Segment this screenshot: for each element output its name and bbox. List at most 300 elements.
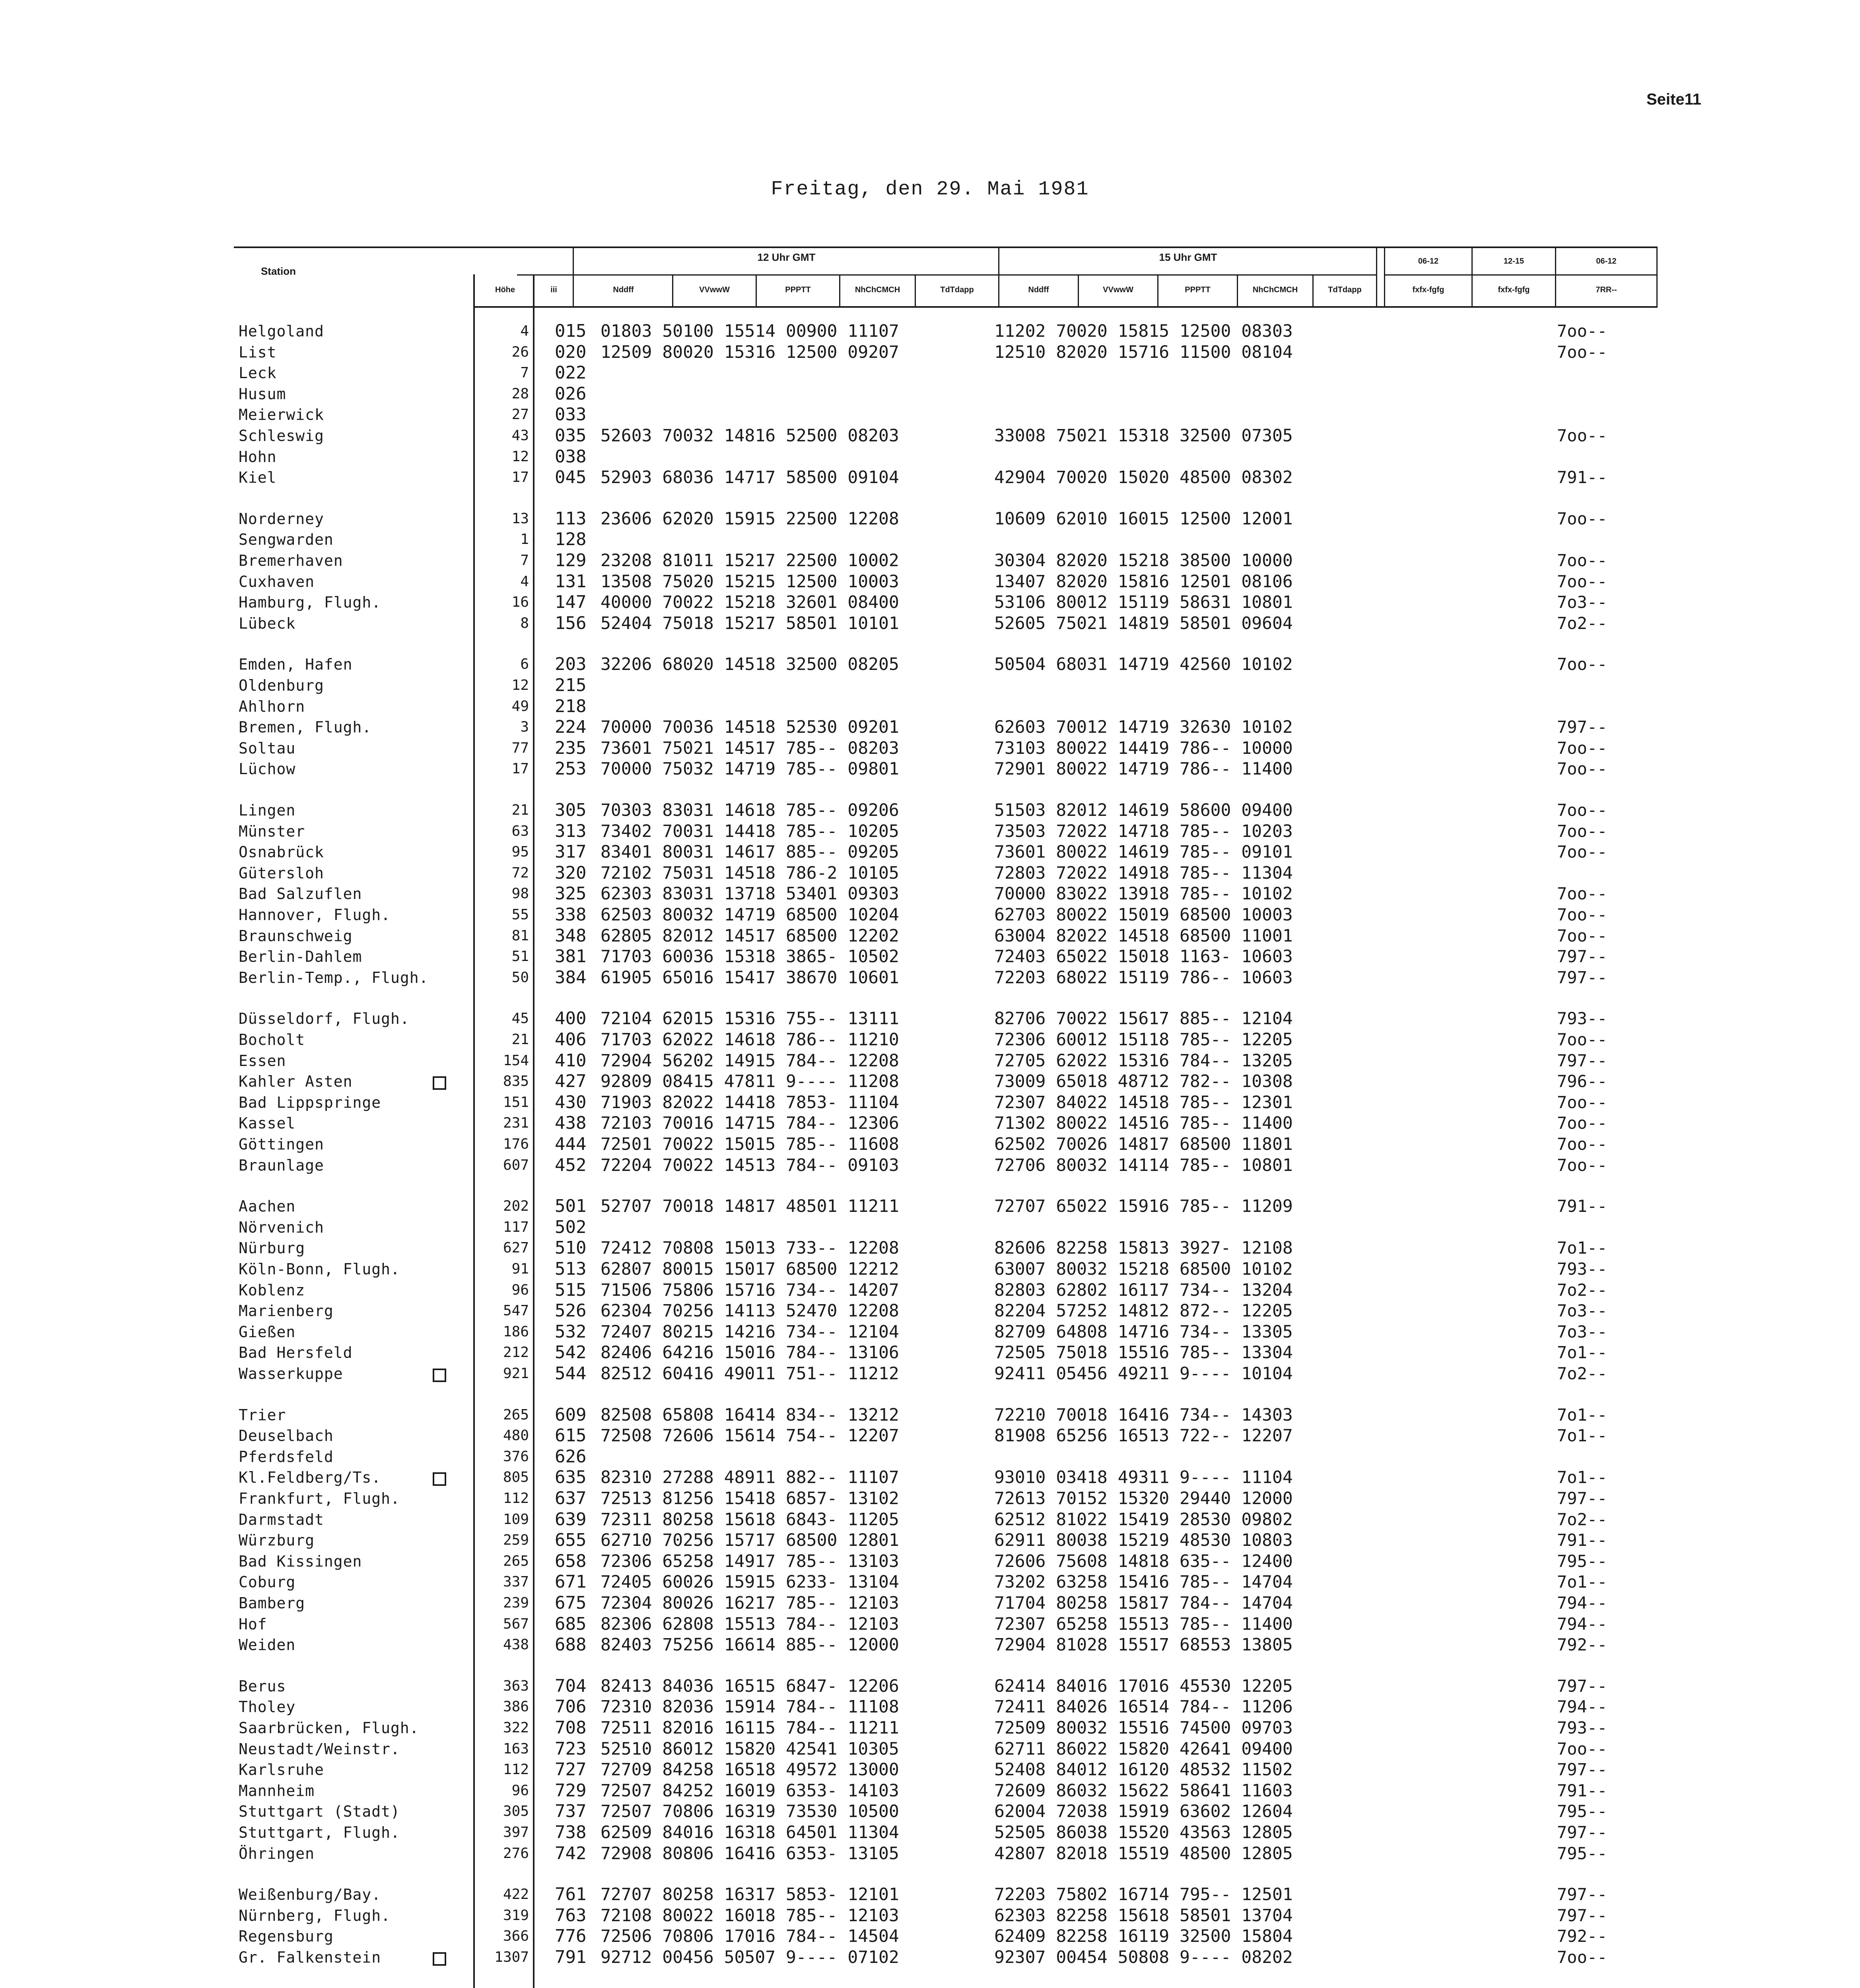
obs-15-gmt: 62004 72038 15919 63602 12604 — [994, 1802, 1293, 1822]
precip-06-12: 791-- — [1557, 1196, 1607, 1216]
station-id: 384 — [555, 967, 587, 988]
obs-12-gmt: 72908 80806 16416 6353- 13105 — [601, 1843, 899, 1864]
station-name: Lingen — [239, 802, 296, 819]
obs-15-gmt: 71302 80022 14516 785-- 11400 — [994, 1113, 1293, 1134]
station-height: 265 — [503, 1406, 529, 1423]
station-id: 022 — [555, 363, 587, 383]
station-id: 203 — [555, 654, 587, 675]
station-height: 112 — [503, 1761, 529, 1778]
obs-12-gmt: 72513 81256 15418 6857- 13102 — [601, 1489, 899, 1508]
obs-12-gmt: 62805 82012 14517 68500 12202 — [601, 926, 899, 946]
obs-12-gmt: 62807 80015 15017 68500 12212 — [601, 1259, 899, 1279]
obs-15-gmt: 72307 84022 14518 785-- 12301 — [994, 1092, 1293, 1112]
obs-12-gmt: 12509 80020 15316 12500 09207 — [601, 342, 899, 362]
obs-15-gmt: 42904 70020 15020 48500 08302 — [994, 468, 1293, 488]
header-extra-top-2: 12-15 — [1503, 257, 1524, 266]
station-height: 16 — [511, 594, 529, 611]
precip-06-12: 7oo-- — [1557, 551, 1607, 570]
station-id: 542 — [555, 1342, 587, 1363]
station-height: 363 — [503, 1677, 529, 1694]
obs-15-gmt: 63004 82022 14518 68500 11001 — [994, 926, 1293, 946]
station-id: 035 — [555, 425, 587, 446]
station-name: Kl.Feldberg/Ts. — [239, 1468, 485, 1487]
station-height: 7 — [520, 365, 529, 381]
station-name: Nörvenich — [239, 1218, 324, 1236]
station-height: 51 — [511, 948, 529, 965]
header-extra-top-3: 06-12 — [1596, 257, 1617, 266]
station-name: List — [239, 343, 277, 361]
station-name: Lübeck — [239, 614, 296, 632]
station-id: 038 — [555, 446, 587, 467]
obs-15-gmt: 73503 72022 14718 785-- 10203 — [994, 821, 1293, 841]
station-height: 21 — [511, 1031, 529, 1048]
station-height: 28 — [511, 385, 529, 402]
precip-06-12: 791-- — [1557, 1780, 1607, 1800]
obs-12-gmt: 72507 70806 16319 73530 10500 — [601, 1802, 899, 1822]
station-id: 723 — [555, 1738, 587, 1759]
obs-15-gmt: 72705 62022 15316 784-- 13205 — [994, 1050, 1293, 1071]
obs-15-gmt: 72203 75802 16714 795-- 12501 — [994, 1885, 1293, 1905]
precip-06-12: 7oo-- — [1557, 842, 1607, 862]
obs-15-gmt: 82709 64808 14716 734-- 13305 — [994, 1322, 1293, 1342]
station-height: 77 — [511, 740, 529, 756]
precip-06-12: 7o2-- — [1557, 1364, 1607, 1383]
obs-12-gmt: 72904 56202 14915 784-- 12208 — [601, 1050, 899, 1071]
station-height: 7 — [520, 552, 529, 569]
station-name: Stuttgart, Flugh. — [239, 1824, 400, 1841]
station-id: 708 — [555, 1718, 587, 1738]
precip-06-12: 794-- — [1557, 1614, 1607, 1634]
header-12-col-2: VVwwW — [699, 285, 730, 294]
station-id: 045 — [555, 467, 587, 488]
station-id: 215 — [555, 675, 587, 695]
station-id: 113 — [555, 508, 587, 529]
obs-12-gmt: 82512 60416 49011 751-- 11212 — [601, 1364, 899, 1384]
station-name: Öhringen — [239, 1844, 315, 1862]
obs-12-gmt: 72310 82036 15914 784-- 11108 — [601, 1697, 899, 1717]
station-id: 218 — [555, 696, 587, 716]
obs-15-gmt: 72505 75018 15516 785-- 13304 — [994, 1343, 1293, 1363]
obs-12-gmt: 62710 70256 15717 68500 12801 — [601, 1530, 899, 1551]
station-name: Trier — [239, 1406, 286, 1424]
precip-06-12: 7o2-- — [1557, 613, 1607, 633]
obs-12-gmt: 40000 70022 15218 32601 08400 — [601, 592, 899, 613]
obs-12-gmt: 72506 70806 17016 784-- 14504 — [601, 1926, 899, 1947]
station-height: 72 — [511, 864, 529, 881]
station-id: 317 — [555, 842, 587, 862]
station-height: 98 — [511, 885, 529, 902]
obs-15-gmt: 72210 70018 16416 734-- 14303 — [994, 1405, 1293, 1425]
station-name: Hohn — [239, 448, 277, 466]
station-name: Stuttgart (Stadt) — [239, 1803, 400, 1821]
precip-06-12: 7oo-- — [1557, 926, 1607, 945]
obs-12-gmt: 62509 84016 16318 64501 11304 — [601, 1823, 899, 1842]
station-height: 13 — [511, 510, 529, 527]
station-id: 655 — [555, 1530, 587, 1551]
station-id: 253 — [555, 759, 587, 779]
station-height: 835 — [503, 1073, 529, 1090]
obs-15-gmt: 63007 80032 15218 68500 10102 — [994, 1259, 1293, 1279]
station-name: Gr. Falkenstein — [239, 1947, 485, 1967]
station-id: 776 — [555, 1926, 587, 1947]
station-id: 156 — [555, 613, 587, 633]
precip-06-12: 7oo-- — [1557, 1113, 1607, 1133]
station-height: 921 — [503, 1365, 529, 1382]
station-id: 510 — [555, 1238, 587, 1258]
station-name: Hannover, Flugh. — [239, 906, 391, 924]
station-id: 727 — [555, 1759, 587, 1780]
precip-06-12: 7oo-- — [1557, 759, 1607, 779]
station-height: 337 — [503, 1574, 529, 1590]
precip-06-12: 793-- — [1557, 1259, 1607, 1279]
obs-15-gmt: 82606 82258 15813 3927- 12108 — [994, 1238, 1293, 1258]
station-name: Gütersloh — [239, 864, 324, 882]
station-height: 55 — [511, 907, 529, 923]
station-height: 438 — [503, 1637, 529, 1653]
header-extra-sub-3: 7RR-- — [1596, 285, 1617, 294]
station-id: 400 — [555, 1008, 587, 1029]
obs-15-gmt: 92411 05456 49211 9---- 10104 — [994, 1364, 1293, 1384]
obs-15-gmt: 72609 86032 15622 58641 11603 — [994, 1780, 1293, 1801]
obs-12-gmt: 72709 84258 16518 49572 13000 — [601, 1760, 899, 1780]
obs-15-gmt: 62911 80038 15219 48530 10803 — [994, 1530, 1293, 1551]
obs-12-gmt: 71703 60036 15318 3865- 10502 — [601, 947, 899, 967]
precip-06-12: 794-- — [1557, 1697, 1607, 1717]
station-id: 515 — [555, 1279, 587, 1300]
station-id: 026 — [555, 383, 587, 404]
station-id: 639 — [555, 1509, 587, 1530]
station-name: Göttingen — [239, 1136, 324, 1153]
station-name: Bremerhaven — [239, 552, 343, 569]
station-height: 117 — [503, 1219, 529, 1235]
station-id: 381 — [555, 946, 587, 967]
obs-12-gmt: 72304 80026 16217 785-- 12103 — [601, 1593, 899, 1613]
station-name: Aachen — [239, 1198, 296, 1215]
header-15-gmt: 15 Uhr GMT — [1159, 251, 1217, 263]
station-id: 338 — [555, 905, 587, 925]
header-12-gmt: 12 Uhr GMT — [757, 251, 816, 263]
obs-15-gmt: 33008 75021 15318 32500 07305 — [994, 426, 1293, 446]
obs-15-gmt: 73103 80022 14419 786-- 10000 — [994, 738, 1293, 758]
obs-12-gmt: 62303 83031 13718 53401 09303 — [601, 884, 899, 904]
station-name: Lüchow — [239, 760, 296, 778]
obs-12-gmt: 82406 64216 15016 784-- 13106 — [601, 1343, 899, 1363]
station-name: Neustadt/Weinstr. — [239, 1740, 400, 1758]
station-id: 128 — [555, 529, 587, 550]
station-height: 231 — [503, 1115, 529, 1132]
station-id: 532 — [555, 1321, 587, 1342]
station-height: 27 — [511, 406, 529, 423]
station-name: Leck — [239, 364, 277, 382]
precip-06-12: 7o3-- — [1557, 1301, 1607, 1321]
precip-06-12: 7oo-- — [1557, 1155, 1607, 1175]
station-id: 685 — [555, 1613, 587, 1634]
station-height: 239 — [503, 1595, 529, 1611]
station-height: 265 — [503, 1553, 529, 1569]
precip-06-12: 797-- — [1557, 947, 1607, 967]
station-name: Norderney — [239, 510, 324, 528]
header-extra-top-1: 06-12 — [1418, 257, 1439, 266]
obs-12-gmt: 72707 80258 16317 5853- 12101 — [601, 1885, 899, 1905]
precip-06-12: 794-- — [1557, 1593, 1607, 1613]
station-name: Husum — [239, 385, 286, 403]
obs-15-gmt: 93010 03418 49311 9---- 11104 — [994, 1468, 1293, 1488]
station-id: 791 — [555, 1947, 587, 1967]
header-15-col-1: Nddff — [1028, 285, 1049, 294]
header-12-col-4: NhChCMCH — [855, 285, 900, 294]
precip-06-12: 7oo-- — [1557, 1092, 1607, 1112]
station-height: 49 — [511, 698, 529, 714]
header-15-col-3: PPPTT — [1185, 285, 1211, 294]
obs-15-gmt: 62409 82258 16119 32500 15804 — [994, 1926, 1293, 1947]
station-height: 50 — [511, 969, 529, 986]
station-height: 12 — [511, 448, 529, 465]
station-name: Deuselbach — [239, 1427, 334, 1445]
obs-12-gmt: 82306 62808 15513 784-- 12103 — [601, 1614, 899, 1634]
obs-12-gmt: 23208 81011 15217 22500 10002 — [601, 551, 899, 571]
station-name: Oldenburg — [239, 677, 324, 694]
station-name: Tholey — [239, 1698, 296, 1716]
precip-06-12: 7oo-- — [1557, 884, 1607, 904]
obs-12-gmt: 72412 70808 15013 733-- 12208 — [601, 1238, 899, 1258]
station-id: 737 — [555, 1801, 587, 1822]
station-height: 96 — [511, 1782, 529, 1799]
station-name: Karlsruhe — [239, 1761, 324, 1779]
station-height: 366 — [503, 1928, 529, 1945]
station-height: 805 — [503, 1469, 529, 1486]
station-height: 21 — [511, 802, 529, 818]
obs-15-gmt: 62303 82258 15618 58501 13704 — [994, 1905, 1293, 1926]
obs-12-gmt: 72507 84252 16019 6353- 14103 — [601, 1780, 899, 1801]
obs-15-gmt: 10609 62010 16015 12500 12001 — [994, 509, 1293, 529]
precip-06-12: 791-- — [1557, 468, 1607, 487]
station-id: 325 — [555, 883, 587, 904]
station-height: 376 — [503, 1448, 529, 1465]
precip-06-12: 797-- — [1557, 1885, 1607, 1905]
station-id: 635 — [555, 1467, 587, 1488]
station-id: 033 — [555, 404, 587, 425]
precip-06-12: 795-- — [1557, 1802, 1607, 1821]
precip-06-12: 791-- — [1557, 1530, 1607, 1550]
precip-06-12: 7o3-- — [1557, 592, 1607, 612]
obs-12-gmt: 72311 80258 15618 6843- 11205 — [601, 1509, 899, 1530]
obs-12-gmt: 71703 62022 14618 786-- 11210 — [601, 1030, 899, 1050]
obs-12-gmt: 72108 80022 16018 785-- 12103 — [601, 1905, 899, 1926]
station-height: 26 — [511, 344, 529, 360]
obs-15-gmt: 72306 60012 15118 785-- 12205 — [994, 1030, 1293, 1050]
precip-06-12: 7oo-- — [1557, 509, 1607, 528]
obs-15-gmt: 82204 57252 14812 872-- 12205 — [994, 1301, 1293, 1321]
obs-15-gmt: 42807 82018 15519 48500 12805 — [994, 1843, 1293, 1864]
obs-15-gmt: 30304 82020 15218 38500 10000 — [994, 551, 1293, 571]
station-name: Osnabrück — [239, 843, 324, 861]
precip-06-12: 7o1-- — [1557, 1468, 1607, 1487]
precip-06-12: 7o3-- — [1557, 1322, 1607, 1342]
station-name: Helgoland — [239, 322, 324, 340]
station-height: 8 — [520, 615, 529, 631]
open-square-icon — [433, 1472, 446, 1486]
precip-06-12: 7oo-- — [1557, 321, 1607, 341]
obs-12-gmt: 73402 70031 14418 785-- 10205 — [601, 821, 899, 841]
station-id: 015 — [555, 321, 587, 341]
obs-15-gmt: 71704 80258 15817 784-- 14704 — [994, 1593, 1293, 1613]
station-name: Coburg — [239, 1573, 296, 1591]
station-height: 4 — [520, 323, 529, 339]
station-name: Weißenburg/Bay. — [239, 1886, 381, 1904]
station-name: Düsseldorf, Flugh. — [239, 1010, 410, 1028]
station-id: 513 — [555, 1259, 587, 1279]
station-id: 615 — [555, 1425, 587, 1446]
station-name: Nürnberg, Flugh. — [239, 1906, 391, 1924]
station-name: Bad Kissingen — [239, 1552, 362, 1570]
station-name: Braunlage — [239, 1156, 324, 1174]
station-height: 6 — [520, 656, 529, 673]
station-height: 17 — [511, 761, 529, 777]
obs-12-gmt: 73601 75021 14517 785-- 08203 — [601, 738, 899, 758]
station-height: 212 — [503, 1344, 529, 1361]
header-extra-sub-1: fxfx-fgfg — [1412, 285, 1444, 294]
obs-15-gmt: 72411 84026 16514 784-- 11206 — [994, 1697, 1293, 1717]
obs-12-gmt: 70000 75032 14719 785-- 09801 — [601, 759, 899, 779]
obs-12-gmt: 82403 75256 16614 885-- 12000 — [601, 1635, 899, 1655]
obs-15-gmt: 92307 00454 50808 9---- 08202 — [994, 1947, 1293, 1967]
obs-12-gmt: 82413 84036 16515 6847- 12206 — [601, 1676, 899, 1696]
precip-06-12: 7oo-- — [1557, 1739, 1607, 1759]
obs-12-gmt: 83401 80031 14617 885-- 09205 — [601, 842, 899, 862]
station-name: Emden, Hafen — [239, 656, 353, 674]
station-name: Gießen — [239, 1323, 296, 1341]
precip-06-12: 7o1-- — [1557, 1572, 1607, 1592]
obs-15-gmt: 72606 75608 14818 635-- 12400 — [994, 1551, 1293, 1571]
station-id: 430 — [555, 1092, 587, 1112]
obs-15-gmt: 72904 81028 15517 68553 13805 — [994, 1635, 1293, 1655]
obs-15-gmt: 82706 70022 15617 885-- 12104 — [994, 1009, 1293, 1029]
precip-06-12: 7oo-- — [1557, 1947, 1607, 1967]
obs-12-gmt: 52903 68036 14717 58500 09104 — [601, 468, 899, 488]
precip-06-12: 7oo-- — [1557, 426, 1607, 445]
station-id: 444 — [555, 1134, 587, 1154]
station-id: 131 — [555, 571, 587, 592]
station-id: 609 — [555, 1404, 587, 1425]
date-title: Freitag, den 29. Mai 1981 — [771, 178, 1089, 201]
precip-06-12: 796-- — [1557, 1072, 1607, 1091]
obs-12-gmt: 72204 70022 14513 784-- 09103 — [601, 1155, 899, 1175]
station-height: 186 — [503, 1323, 529, 1340]
obs-12-gmt: 82508 65808 16414 834-- 13212 — [601, 1405, 899, 1425]
station-name: Köln-Bonn, Flugh. — [239, 1260, 400, 1278]
station-id: 704 — [555, 1675, 587, 1696]
station-name: Bocholt — [239, 1031, 305, 1048]
header-station: Station — [260, 265, 296, 277]
station-height: 163 — [503, 1740, 529, 1757]
station-name: Saarbrücken, Flugh. — [239, 1719, 419, 1737]
station-id: 020 — [555, 342, 587, 362]
station-height: 176 — [503, 1136, 529, 1152]
station-id: 147 — [555, 592, 587, 613]
station-name: Bad Hersfeld — [239, 1344, 353, 1362]
obs-15-gmt: 12510 82020 15716 11500 08104 — [994, 342, 1293, 362]
obs-15-gmt: 72706 80032 14114 785-- 10801 — [994, 1155, 1293, 1175]
precip-06-12: 7oo-- — [1557, 821, 1607, 841]
obs-15-gmt: 81908 65256 16513 722-- 12207 — [994, 1426, 1293, 1446]
obs-12-gmt: 52603 70032 14816 52500 08203 — [601, 426, 899, 446]
precip-06-12: 7o2-- — [1557, 1509, 1607, 1529]
station-name: Weiden — [239, 1636, 296, 1654]
precip-06-12: 7oo-- — [1557, 1134, 1607, 1154]
obs-12-gmt: 82310 27288 48911 882-- 11107 — [601, 1468, 899, 1488]
obs-15-gmt: 52505 86038 15520 43563 12805 — [994, 1823, 1293, 1842]
station-height: 627 — [503, 1240, 529, 1256]
obs-15-gmt: 62502 70026 14817 68500 11801 — [994, 1134, 1293, 1154]
obs-12-gmt: 71903 82022 14418 7853- 11104 — [601, 1092, 899, 1112]
station-name: Darmstadt — [239, 1510, 324, 1528]
obs-15-gmt: 62414 84016 17016 45530 12205 — [994, 1676, 1293, 1696]
obs-12-gmt: 52510 86012 15820 42541 10305 — [601, 1739, 899, 1759]
station-name: Berlin-Temp., Flugh. — [239, 969, 429, 986]
precip-06-12: 792-- — [1557, 1926, 1607, 1946]
obs-15-gmt: 72901 80022 14719 786-- 11400 — [994, 759, 1293, 779]
obs-15-gmt: 50504 68031 14719 42560 10102 — [994, 654, 1293, 675]
precip-06-12: 7oo-- — [1557, 738, 1607, 758]
station-height: 480 — [503, 1427, 529, 1444]
obs-15-gmt: 73202 63258 15416 785-- 14704 — [994, 1572, 1293, 1592]
station-height: 319 — [503, 1907, 529, 1924]
precip-06-12: 797-- — [1557, 967, 1607, 987]
obs-12-gmt: 70303 83031 14618 785-- 09206 — [601, 800, 899, 820]
station-height: 3 — [520, 719, 529, 736]
precip-06-12: 7o2-- — [1557, 1280, 1607, 1300]
station-height: 151 — [503, 1094, 529, 1110]
station-height: 95 — [511, 844, 529, 860]
header-extra-sub-2: fxfx-fgfg — [1498, 285, 1530, 294]
page-number: Seite11 — [1646, 91, 1701, 108]
station-height: 109 — [503, 1511, 529, 1528]
station-name: Wasserkuppe — [239, 1364, 485, 1384]
station-name: Kiel — [239, 469, 277, 487]
station-name: Koblenz — [239, 1281, 305, 1299]
station-height: 567 — [503, 1615, 529, 1632]
station-name: Soltau — [239, 739, 296, 757]
station-id: 688 — [555, 1635, 587, 1655]
precip-06-12: 797-- — [1557, 717, 1607, 737]
station-height: 45 — [511, 1010, 529, 1027]
precip-06-12: 797-- — [1557, 1050, 1607, 1070]
obs-15-gmt: 62711 86022 15820 42641 09400 — [994, 1739, 1293, 1759]
header-12-col-1: Nddff — [613, 285, 634, 294]
station-id: 526 — [555, 1301, 587, 1321]
precip-06-12: 797-- — [1557, 1823, 1607, 1842]
obs-15-gmt: 62603 70012 14719 32630 10102 — [994, 717, 1293, 738]
obs-12-gmt: 72104 62015 15316 755-- 13111 — [601, 1009, 899, 1029]
station-name: Ahlhorn — [239, 697, 305, 715]
station-id: 544 — [555, 1363, 587, 1384]
obs-12-gmt: 92712 00456 50507 9---- 07102 — [601, 1947, 899, 1967]
header-ii: iii — [550, 285, 557, 294]
obs-15-gmt: 51503 82012 14619 58600 09400 — [994, 800, 1293, 820]
obs-15-gmt: 62512 81022 15419 28530 09802 — [994, 1509, 1293, 1530]
station-id: 224 — [555, 717, 587, 738]
station-height: 91 — [511, 1261, 529, 1277]
station-id: 738 — [555, 1822, 587, 1842]
station-height: 154 — [503, 1052, 529, 1069]
obs-12-gmt: 23606 62020 15915 22500 12208 — [601, 509, 899, 529]
precip-06-12: 797-- — [1557, 1760, 1607, 1780]
obs-15-gmt: 72707 65022 15916 785-- 11209 — [994, 1196, 1293, 1217]
station-id: 410 — [555, 1050, 587, 1071]
header-12-col-5: TdTdapp — [940, 285, 974, 294]
station-height: 397 — [503, 1824, 529, 1840]
station-id: 501 — [555, 1196, 587, 1217]
